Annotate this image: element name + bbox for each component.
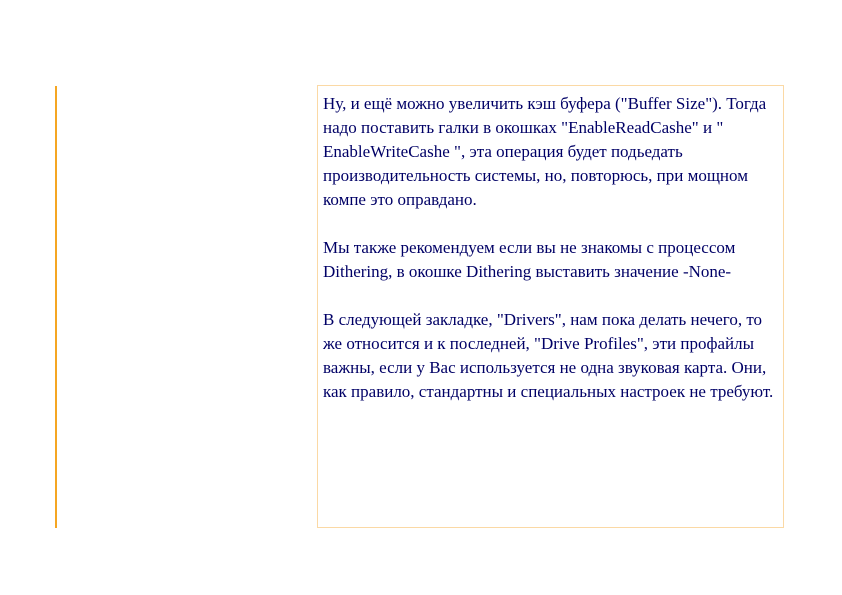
paragraph-dithering: Мы также рекомендуем если вы не знакомы с процессом Dithering, в окошке Dithering выставить значение -None-: [323, 238, 736, 281]
paragraph-drivers: В следующей закладке, "Drivers", нам пока делать нечего, то же относится и к последней, "Drive Profiles", эти профайлы важны, если у Вас используется не одна звуковая карта. Они, как правило, стандартны и специальных настроек не требуют.: [323, 310, 774, 401]
paragraph-gap: [323, 212, 777, 236]
paragraph-gap: [323, 284, 777, 308]
left-accent-rule: [55, 86, 57, 528]
text-box: [317, 85, 784, 528]
paragraph-buffer-size: Ну, и ещё можно увеличить кэш буфера ("Buffer Size"). Тогда надо поставить галки в окошках "EnableReadCashe" и " EnableWriteCashe ", эта операция будет подьедать производительность системы, но, повторюсь, при мощном компе это оправдано.: [323, 94, 767, 209]
